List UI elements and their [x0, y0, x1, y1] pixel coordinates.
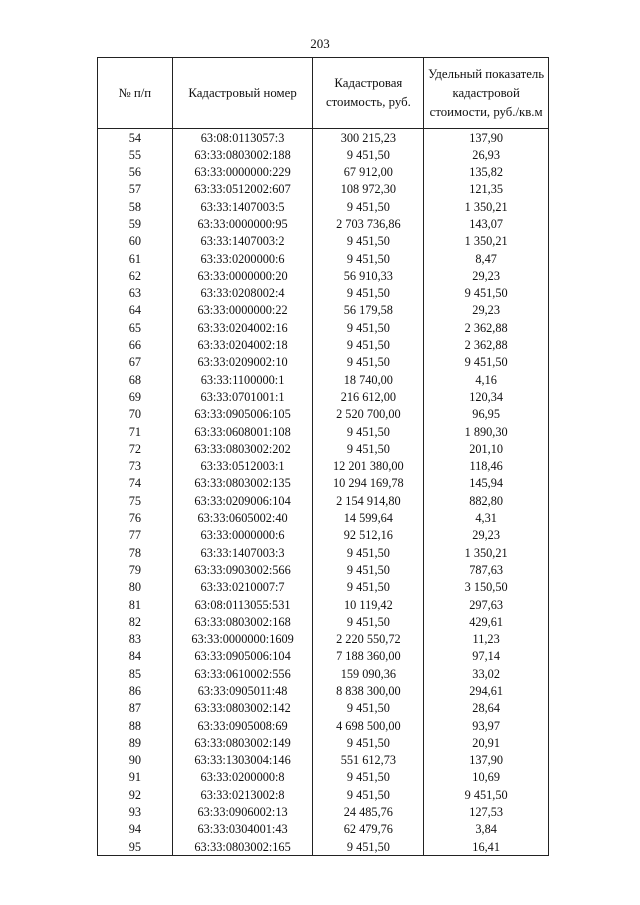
row-num: 66 [98, 337, 173, 354]
specific-indicator: 4,16 [424, 371, 549, 388]
row-num: 87 [98, 700, 173, 717]
cadastral-value: 9 451,50 [313, 769, 424, 786]
row-num: 90 [98, 752, 173, 769]
specific-indicator: 16,41 [424, 838, 549, 856]
cadastral-number: 63:33:0200000:8 [172, 769, 313, 786]
cadastral-value: 9 451,50 [313, 544, 424, 561]
specific-indicator: 120,34 [424, 388, 549, 405]
specific-indicator: 93,97 [424, 717, 549, 734]
cadastral-number: 63:33:0803002:135 [172, 475, 313, 492]
row-num: 93 [98, 804, 173, 821]
table-row [98, 198, 549, 215]
specific-indicator: 29,23 [424, 267, 549, 284]
table-row [98, 423, 549, 440]
specific-indicator: 882,80 [424, 492, 549, 509]
row-num: 57 [98, 181, 173, 198]
cadastral-number: 63:33:0000000:6 [172, 527, 313, 544]
header-cadastral-number: Кадастровый номер [172, 58, 313, 129]
specific-indicator: 145,94 [424, 475, 549, 492]
cadastral-number: 63:33:0204002:16 [172, 319, 313, 336]
cadastral-value: 9 451,50 [313, 561, 424, 578]
row-num: 95 [98, 838, 173, 856]
table-row [98, 769, 549, 786]
specific-indicator: 2 362,88 [424, 319, 549, 336]
table-row [98, 838, 549, 856]
table-row [98, 164, 549, 181]
cadastral-value: 9 451,50 [313, 700, 424, 717]
row-num: 67 [98, 354, 173, 371]
cadastral-number: 63:33:0701001:1 [172, 388, 313, 405]
table-row [98, 510, 549, 527]
specific-indicator: 787,63 [424, 561, 549, 578]
cadastral-number: 63:33:1407003:5 [172, 198, 313, 215]
row-num: 78 [98, 544, 173, 561]
cadastral-number: 63:33:0803002:202 [172, 440, 313, 457]
table-row [98, 354, 549, 371]
table-row [98, 613, 549, 630]
table-row [98, 129, 549, 147]
specific-indicator: 10,69 [424, 769, 549, 786]
table-row [98, 319, 549, 336]
cadastral-value: 216 612,00 [313, 388, 424, 405]
specific-indicator: 26,93 [424, 146, 549, 163]
table-row [98, 233, 549, 250]
table-row [98, 700, 549, 717]
cadastral-value: 9 451,50 [313, 285, 424, 302]
cadastral-value: 10 119,42 [313, 596, 424, 613]
row-num: 81 [98, 596, 173, 613]
cadastral-number: 63:33:0000000:95 [172, 215, 313, 232]
cadastral-number: 63:33:1407003:3 [172, 544, 313, 561]
table-row [98, 665, 549, 682]
cadastral-number: 63:33:0610002:556 [172, 665, 313, 682]
table-row [98, 458, 549, 475]
cadastral-value: 7 188 360,00 [313, 648, 424, 665]
row-num: 74 [98, 475, 173, 492]
row-num: 89 [98, 734, 173, 751]
row-num: 85 [98, 665, 173, 682]
row-num: 58 [98, 198, 173, 215]
table-header-row [98, 58, 549, 129]
row-num: 77 [98, 527, 173, 544]
cadastral-value: 4 698 500,00 [313, 717, 424, 734]
cadastral-number: 63:08:0113057:3 [172, 129, 313, 147]
specific-indicator: 1 890,30 [424, 423, 549, 440]
table-row [98, 267, 549, 284]
row-num: 56 [98, 164, 173, 181]
cadastral-value: 300 215,23 [313, 129, 424, 147]
cadastral-number: 63:33:0803002:165 [172, 838, 313, 856]
table-row [98, 683, 549, 700]
cadastral-value: 2 520 700,00 [313, 406, 424, 423]
row-num: 82 [98, 613, 173, 630]
row-num: 94 [98, 821, 173, 838]
header-specific-indicator: Удельный показатель кадастровой стоимости, руб./кв.м [424, 58, 549, 129]
cadastral-value: 9 451,50 [313, 198, 424, 215]
table-row [98, 717, 549, 734]
cadastral-value: 9 451,50 [313, 337, 424, 354]
specific-indicator: 1 350,21 [424, 544, 549, 561]
cadastre-table [97, 57, 549, 856]
specific-indicator: 29,23 [424, 302, 549, 319]
cadastral-value: 12 201 380,00 [313, 458, 424, 475]
page-number: 203 [310, 36, 330, 51]
specific-indicator: 429,61 [424, 613, 549, 630]
row-num: 65 [98, 319, 173, 336]
table-row [98, 734, 549, 751]
specific-indicator: 297,63 [424, 596, 549, 613]
specific-indicator: 121,35 [424, 181, 549, 198]
cadastral-number: 63:33:0209002:10 [172, 354, 313, 371]
cadastral-value: 9 451,50 [313, 423, 424, 440]
specific-indicator: 11,23 [424, 631, 549, 648]
table-row [98, 752, 549, 769]
row-num: 91 [98, 769, 173, 786]
cadastral-value: 56 179,58 [313, 302, 424, 319]
row-num: 73 [98, 458, 173, 475]
specific-indicator: 8,47 [424, 250, 549, 267]
row-num: 55 [98, 146, 173, 163]
cadastral-value: 67 912,00 [313, 164, 424, 181]
table-row [98, 388, 549, 405]
table-row [98, 337, 549, 354]
cadastral-number: 63:33:0803002:142 [172, 700, 313, 717]
specific-indicator: 135,82 [424, 164, 549, 181]
cadastral-value: 2 154 914,80 [313, 492, 424, 509]
cadastral-value: 9 451,50 [313, 233, 424, 250]
table-row [98, 804, 549, 821]
table-row [98, 492, 549, 509]
cadastral-number: 63:33:0605002:40 [172, 510, 313, 527]
table-row [98, 475, 549, 492]
specific-indicator: 9 451,50 [424, 354, 549, 371]
cadastral-value: 159 090,36 [313, 665, 424, 682]
cadastral-value: 2 220 550,72 [313, 631, 424, 648]
cadastral-number: 63:33:0906002:13 [172, 804, 313, 821]
cadastral-number: 63:33:0200000:6 [172, 250, 313, 267]
specific-indicator: 2 362,88 [424, 337, 549, 354]
specific-indicator: 9 451,50 [424, 786, 549, 803]
row-num: 71 [98, 423, 173, 440]
row-num: 86 [98, 683, 173, 700]
row-num: 72 [98, 440, 173, 457]
cadastral-value: 2 703 736,86 [313, 215, 424, 232]
cadastral-number: 63:33:0208002:4 [172, 285, 313, 302]
table-row [98, 596, 549, 613]
cadastral-number: 63:33:0000000:22 [172, 302, 313, 319]
specific-indicator: 127,53 [424, 804, 549, 821]
specific-indicator: 294,61 [424, 683, 549, 700]
cadastral-value: 9 451,50 [313, 786, 424, 803]
cadastral-value: 9 451,50 [313, 250, 424, 267]
row-num: 92 [98, 786, 173, 803]
cadastral-number: 63:08:0113055:531 [172, 596, 313, 613]
table-body [98, 129, 549, 856]
cadastral-value: 10 294 169,78 [313, 475, 424, 492]
row-num: 64 [98, 302, 173, 319]
specific-indicator: 97,14 [424, 648, 549, 665]
row-num: 75 [98, 492, 173, 509]
specific-indicator: 137,90 [424, 752, 549, 769]
cadastral-value: 18 740,00 [313, 371, 424, 388]
table-row [98, 285, 549, 302]
cadastral-value: 551 612,73 [313, 752, 424, 769]
cadastral-number: 63:33:0512003:1 [172, 458, 313, 475]
cadastral-number: 63:33:0000000:20 [172, 267, 313, 284]
table-row [98, 302, 549, 319]
cadastral-number: 63:33:0905006:105 [172, 406, 313, 423]
header-num: № п/п [98, 58, 173, 129]
table-row [98, 250, 549, 267]
table-row [98, 561, 549, 578]
row-num: 76 [98, 510, 173, 527]
cadastral-number: 63:33:1407003:2 [172, 233, 313, 250]
row-num: 59 [98, 215, 173, 232]
cadastral-number: 63:33:0210007:7 [172, 579, 313, 596]
row-num: 88 [98, 717, 173, 734]
row-num: 83 [98, 631, 173, 648]
row-num: 80 [98, 579, 173, 596]
cadastral-value: 92 512,16 [313, 527, 424, 544]
cadastral-value: 14 599,64 [313, 510, 424, 527]
specific-indicator: 143,07 [424, 215, 549, 232]
row-num: 68 [98, 371, 173, 388]
cadastral-value: 9 451,50 [313, 146, 424, 163]
cadastral-value: 24 485,76 [313, 804, 424, 821]
specific-indicator: 29,23 [424, 527, 549, 544]
cadastral-number: 63:33:0903002:566 [172, 561, 313, 578]
cadastral-number: 63:33:0608001:108 [172, 423, 313, 440]
specific-indicator: 3,84 [424, 821, 549, 838]
cadastral-number: 63:33:0803002:168 [172, 613, 313, 630]
cadastral-value: 9 451,50 [313, 354, 424, 371]
table-row [98, 406, 549, 423]
row-num: 54 [98, 129, 173, 147]
row-num: 84 [98, 648, 173, 665]
table-row [98, 146, 549, 163]
cadastral-number: 63:33:0905008:69 [172, 717, 313, 734]
specific-indicator: 20,91 [424, 734, 549, 751]
cadastral-value: 108 972,30 [313, 181, 424, 198]
cadastral-number: 63:33:0803002:188 [172, 146, 313, 163]
cadastral-number: 63:33:0213002:8 [172, 786, 313, 803]
table-row [98, 527, 549, 544]
cadastral-number: 63:33:0905011:48 [172, 683, 313, 700]
cadastral-number: 63:33:1100000:1 [172, 371, 313, 388]
specific-indicator: 96,95 [424, 406, 549, 423]
specific-indicator: 201,10 [424, 440, 549, 457]
table-row [98, 440, 549, 457]
cadastral-value: 9 451,50 [313, 319, 424, 336]
specific-indicator: 1 350,21 [424, 198, 549, 215]
table-row [98, 215, 549, 232]
row-num: 60 [98, 233, 173, 250]
specific-indicator: 3 150,50 [424, 579, 549, 596]
table-row [98, 821, 549, 838]
specific-indicator: 9 451,50 [424, 285, 549, 302]
table-row [98, 786, 549, 803]
cadastral-value: 56 910,33 [313, 267, 424, 284]
cadastral-number: 63:33:0204002:18 [172, 337, 313, 354]
cadastral-number: 63:33:0000000:1609 [172, 631, 313, 648]
table-row [98, 579, 549, 596]
specific-indicator: 118,46 [424, 458, 549, 475]
cadastral-number: 63:33:0000000:229 [172, 164, 313, 181]
cadastral-value: 9 451,50 [313, 579, 424, 596]
row-num: 61 [98, 250, 173, 267]
specific-indicator: 1 350,21 [424, 233, 549, 250]
table-row [98, 371, 549, 388]
table-row [98, 181, 549, 198]
cadastral-value: 9 451,50 [313, 613, 424, 630]
table-row [98, 648, 549, 665]
row-num: 69 [98, 388, 173, 405]
table-row [98, 631, 549, 648]
cadastral-number: 63:33:1303004:146 [172, 752, 313, 769]
table-row [98, 544, 549, 561]
header-cadastral-value: Кадастровая стоимость, руб. [313, 58, 424, 129]
cadastral-value: 62 479,76 [313, 821, 424, 838]
row-num: 79 [98, 561, 173, 578]
cadastral-number: 63:33:0512002:607 [172, 181, 313, 198]
specific-indicator: 137,90 [424, 129, 549, 147]
specific-indicator: 4,31 [424, 510, 549, 527]
cadastral-value: 9 451,50 [313, 734, 424, 751]
cadastral-number: 63:33:0803002:149 [172, 734, 313, 751]
specific-indicator: 33,02 [424, 665, 549, 682]
row-num: 63 [98, 285, 173, 302]
specific-indicator: 28,64 [424, 700, 549, 717]
cadastral-value: 9 451,50 [313, 838, 424, 856]
cadastral-value: 9 451,50 [313, 440, 424, 457]
cadastral-number: 63:33:0304001:43 [172, 821, 313, 838]
row-num: 70 [98, 406, 173, 423]
cadastral-value: 8 838 300,00 [313, 683, 424, 700]
row-num: 62 [98, 267, 173, 284]
cadastral-number: 63:33:0209006:104 [172, 492, 313, 509]
cadastral-number: 63:33:0905006:104 [172, 648, 313, 665]
